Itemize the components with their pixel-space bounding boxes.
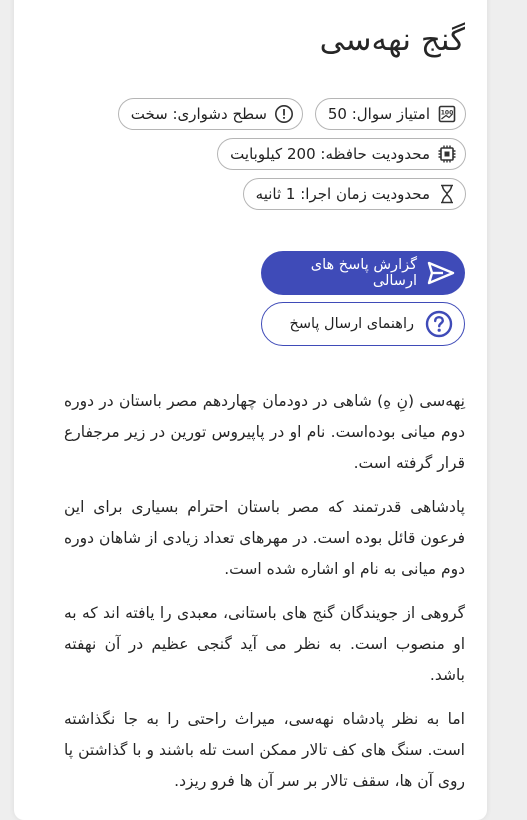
report-submissions-button[interactable] <box>261 251 465 295</box>
svg-text:100: 100 <box>440 109 454 117</box>
statement-paragraph: گروهی از جویندگان گنج های باستانی، معبدی را یافته اند که به او منصوب است. به نظر می آید گنجی عظیم در آن نهفته باشد. <box>64 604 465 684</box>
score-chip <box>315 98 466 130</box>
statement-paragraph: پادشاهی قدرتمند که مصر باستان احترام بسیاری برای این فرعون قائل بوده است. در مهرهای تعداد زیادی از شاهان دوره دوم میانی به نام او اشاره شده است. <box>64 498 465 578</box>
question-circle-icon <box>424 309 454 339</box>
report-submissions-label: گزارش پاسخ های ارسالی <box>310 257 417 289</box>
submission-guide-label: راهنمای ارسال پاسخ <box>289 316 414 332</box>
memory-chip <box>217 138 466 170</box>
problem-statement <box>64 386 465 810</box>
time-chip <box>243 178 466 210</box>
score-chip-label: امتیاز سوال: 50 <box>327 105 430 123</box>
hourglass-icon <box>437 184 457 204</box>
problem-title: گنج نهه‌سی <box>319 22 465 58</box>
statement-paragraph: اما به نظر پادشاه نهه‌سی، میراث راحتی را به جا نگذاشته است. سنگ های کف تالار ممکن است تله باشند و با گذاشتن پا روی آن ها، سقف تالار بر سر آن ها فرو ریزد. <box>64 710 465 790</box>
score-badge-icon <box>437 104 457 124</box>
exclamation-circle-icon <box>274 104 294 124</box>
difficulty-chip-label: سطح دشواری: سخت <box>130 105 267 123</box>
difficulty-chip <box>118 98 303 130</box>
memory-chip-label: محدودیت حافظه: 200 کیلوبایت <box>230 145 430 163</box>
time-chip-label: محدودیت زمان اجرا: 1 ثانیه <box>255 185 430 203</box>
memory-chip-icon <box>437 144 457 164</box>
submission-guide-button[interactable] <box>261 302 465 346</box>
send-icon <box>427 258 455 288</box>
statement-paragraph: نِهه‌سی (نِ هِ) شاهی در دودمان چهاردهم مصر باستان در دوره دوم میانی بوده‌است. نام او در پاپیروس تورین در زیر مرجفارع قرار گرفته است. <box>64 392 465 472</box>
